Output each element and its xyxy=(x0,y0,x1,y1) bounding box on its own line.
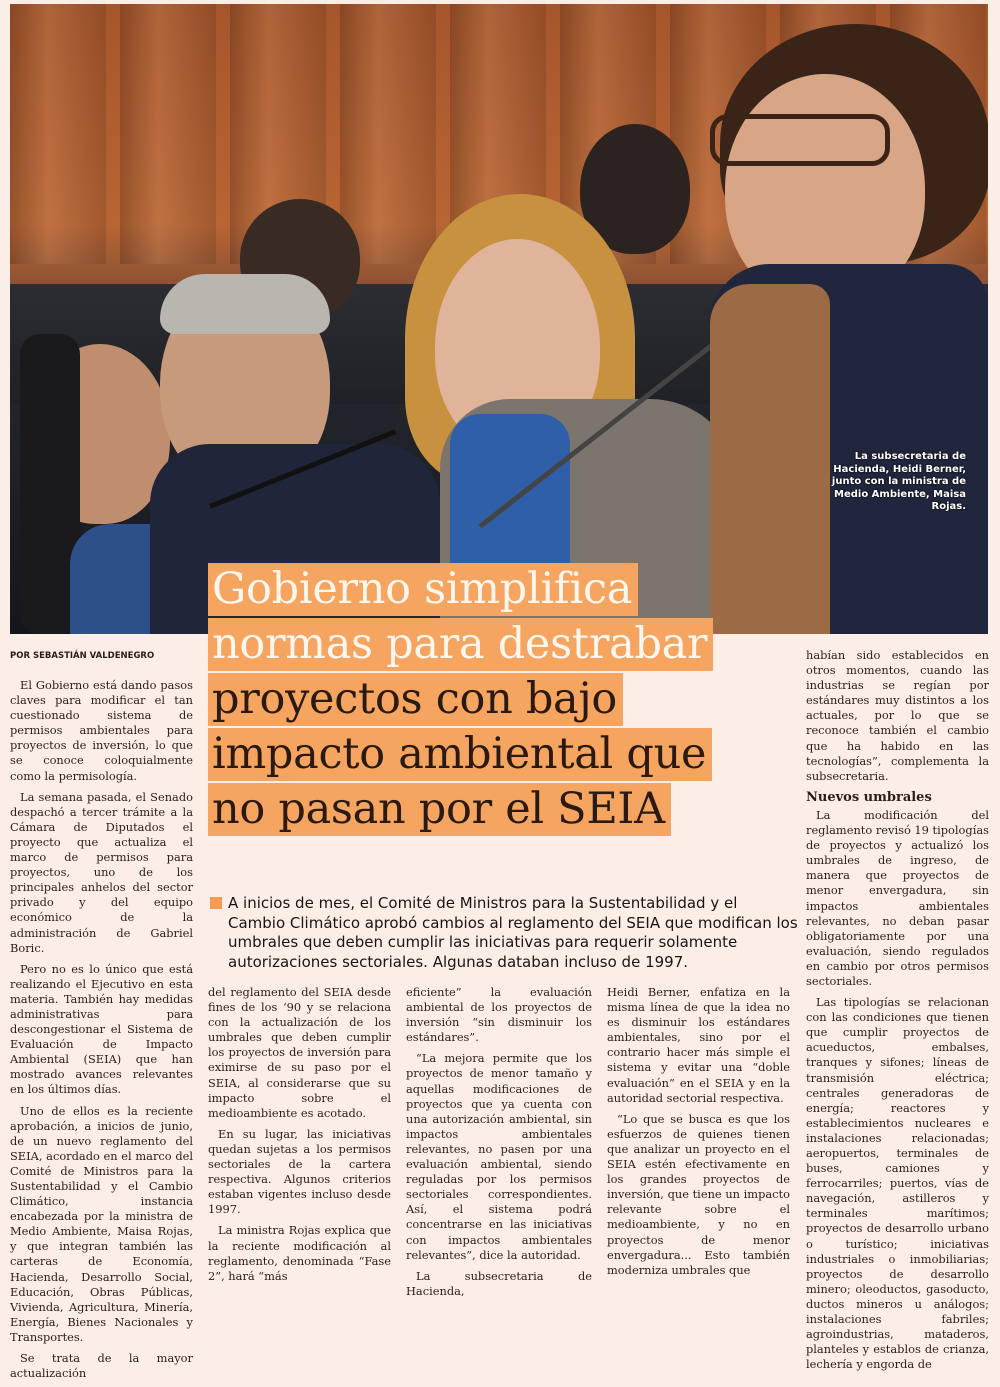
lede: A inicios de mes, el Comité de Ministros para la Sustentabilidad y el Cambio Climático aprobó cambios al reglamento del SEIA que modifican los umbrales que deben cumplir las iniciativas para requerir solamente autorizaciones sectoriales. Algunas databan incluso de 1997. xyxy=(228,894,798,971)
paragraph: La ministra Rojas explica que la reciente modificación al reglamento, denominada “Fase 2”, hará “más xyxy=(208,1223,391,1283)
paragraph: La subsecretaria de Hacienda, xyxy=(406,1268,592,1298)
article-column-5 xyxy=(806,648,989,1378)
paragraph: El Gobierno está dando pasos claves para modificar el tan cuestionado sistema de permisos ambientales para proyectos de inversión, lo que se conoce coloquialmente como la permisología. xyxy=(10,678,193,783)
article-column-2 xyxy=(208,985,391,1290)
paragraph: La modificación del reglamento revisó 19 tipologías de proyectos y actualizó los umbrales de ingreso, de manera que proyectos de menor envergadura, sin impactos ambientales relevantes, no deban pasar obligatoriamente por una evaluación, siendo regulados en cambio por otros permisos sectoriales. xyxy=(806,807,989,988)
paragraph: “La mejora permite que los proyectos de menor tamaño y aquellas modificaciones de proyectos que ya cuenta con una autorización ambiental, sin impactos ambientales relevantes, no pasen por una evaluación ambiental, siendo reguladas por los permisos sectoriales correspondientes. Así, el sistema podrá concentrarse en las iniciativas con impactos ambientales relevantes”, dice la autoridad. xyxy=(406,1051,592,1262)
paragraph: habían sido establecidos en otros momentos, cuando las industrias se regían por estándares muy distintos a los actuales, por lo que se reconoce también el cambio que ha habido en las tecnologías”, complementa la subsecretaria. xyxy=(806,648,989,783)
article-column-3 xyxy=(406,985,592,1305)
article-photo xyxy=(10,4,988,634)
headline-line-2: normas para destrabar xyxy=(208,618,713,671)
paragraph: eficiente” la evaluación ambiental de los proyectos de inversión “sin disminuir los estándares”. xyxy=(406,985,592,1045)
paragraph: Las tipologías se relacionan con las condiciones que tienen que cumplir proyectos de acueductos, embalses, tranques y sifones; líneas de transmisión eléctrica; centrales generadoras de energía; reactores y establecimientos nucleares e instalaciones relacionadas; aeropuertos, terminales de buses, camiones y ferrocarriles; puertos, vías de navegación, astilleros y terminales marítimos; proyectos de desarrollo urbano o turístico; iniciativas industriales o inmobiliarias; proyectos de desarrollo minero; oleoductos, gasoducto, ductos mineros u análogos; instalaciones fabriles; agroindustrias, mataderos, planteles y establos de crianza, lechería y engorda de xyxy=(806,995,989,1372)
headline-line-1: Gobierno simplifica xyxy=(208,563,638,616)
paragraph: Uno de ellos es la reciente aprobación, a inicios de junio, de un nuevo reglamento del SEIA, acordado en el marco del Comité de Ministros para la Sustentabilidad y el Cambio Climático, instancia encabezada por la ministra de Medio Ambiente, Maisa Rojas, y que integran también las carteras de Economía, Hacienda, Desarrollo Social, Educación, Obras Públicas, Vivienda, Agricultura, Minería, Energía, Bienes Nacionales y Transportes. xyxy=(10,1103,193,1344)
subheading: Nuevos umbrales xyxy=(806,789,932,805)
paragraph: del reglamento del SEIA desde fines de los ‘90 y se relaciona con la actualización de los umbrales que deben cumplir los proyectos de inversión para eximirse de su paso por el SEIA, al considerarse que su impacto sobre el medioambiente es acotado. xyxy=(208,985,391,1120)
photo-caption: La subsecretaria de Hacienda, Heidi Berner, junto con la ministra de Medio Ambiente, Maisa Rojas. xyxy=(831,451,966,512)
headline-line-5: no pasan por el SEIA xyxy=(208,783,671,836)
headline-line-3: proyectos con bajo xyxy=(208,673,623,726)
headline xyxy=(208,563,768,838)
article-column-4 xyxy=(607,985,790,1284)
byline: POR SEBASTIÁN VALDENEGRO xyxy=(10,651,155,661)
paragraph: “Lo que se busca es que los esfuerzos de quienes tienen que analizar un proyecto en el SEIA estén efectivamente en los grandes proyectos de inversión, que tiene un impacto relevante sobre el medioambiente, y no en proyectos de menor envergadura... Esto también moderniza umbrales que xyxy=(607,1111,790,1277)
paragraph: Pero no es lo único que está realizando el Ejecutivo en esta materia. También hay medidas administrativas para descongestionar el Sistema de Evaluación de Impacto Ambiental (SEIA) que han mostrado avances relevantes en los últimos días. xyxy=(10,961,193,1097)
paragraph: Se trata de la mayor actualización xyxy=(10,1351,193,1381)
headline-line-4: impacto ambiental que xyxy=(208,728,712,781)
paragraph: Heidi Berner, enfatiza en la misma línea de que la idea no es disminuir los estándares ambientales, sino por el contrario hacer más simple el sistema y evitar una “doble evaluación” en el SEIA y en la autoridad sectorial respectiva. xyxy=(607,985,790,1105)
paragraph: La semana pasada, el Senado despachó a tercer trámite a la Cámara de Diputados el proyecto que actualiza el marco de permisos para proyectos, uno de los principales anhelos del sector privado y del equipo económico de la administración de Gabriel Boric. xyxy=(10,789,193,955)
paragraph: En su lugar, las iniciativas quedan sujetas a los permisos sectoriales de la cartera respectiva. Algunos criterios estaban vigentes incluso desde 1997. xyxy=(208,1126,391,1217)
article-column-1 xyxy=(10,678,193,1387)
lede-square-icon xyxy=(210,897,222,909)
